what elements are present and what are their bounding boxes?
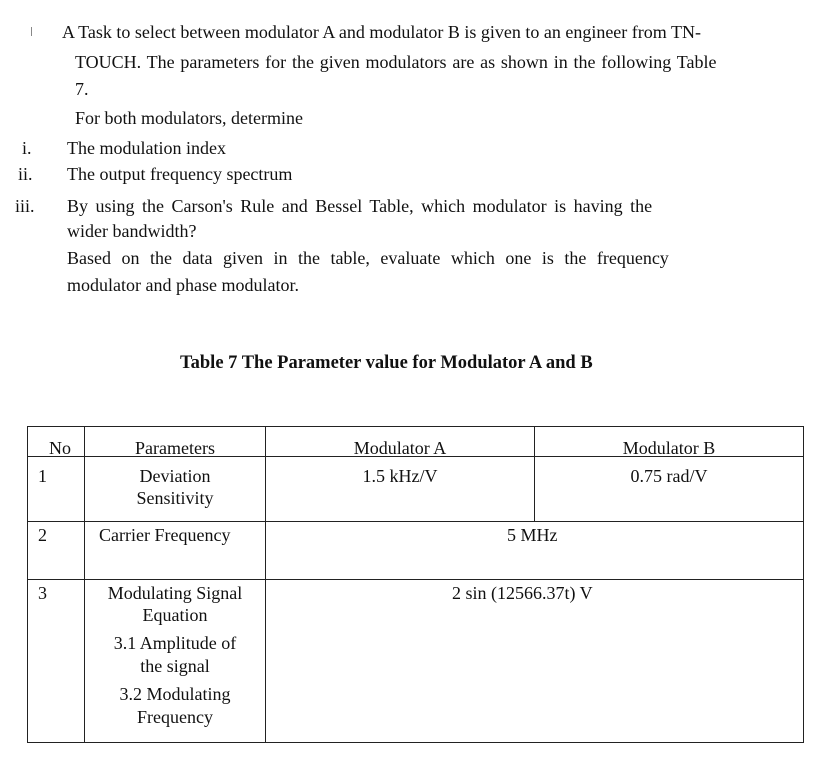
- header-no: No: [49, 438, 71, 458]
- row3-sub2-line1: 3.2 Modulating: [119, 684, 231, 704]
- item-text-iii: By using the Carson's Rule and Bessel Table, which modulator is having the: [67, 196, 653, 216]
- question-line-3: 7.: [75, 79, 89, 99]
- table-caption: Table 7 The Parameter value for Modulator A and B: [180, 353, 593, 373]
- row3-no: 3: [38, 583, 47, 603]
- row3-value: 2 sin (12566.37t) V: [452, 583, 593, 603]
- question-line-2: TOUCH. The parameters for the given modulators are as shown in the following Table: [75, 52, 717, 72]
- item-text-i: The modulation index: [67, 138, 226, 158]
- extra-line-1: Based on the data given in the table, evaluate which one is the frequency: [67, 248, 669, 268]
- row1-param-line1: Deviation: [139, 466, 211, 486]
- row2-no: 2: [38, 525, 47, 545]
- item-text-iii-cont: wider bandwidth?: [67, 221, 197, 241]
- row1-modulator-b: 0.75 rad/V: [630, 466, 708, 486]
- question-lead: For both modulators, determine: [75, 108, 303, 128]
- item-number-ii: ii.: [18, 164, 33, 184]
- row1-param-line2: Sensitivity: [136, 488, 214, 508]
- item-number-iii: iii.: [15, 196, 35, 216]
- parameter-table: [27, 426, 804, 743]
- extra-line-2: modulator and phase modulator.: [67, 275, 299, 295]
- header-modulator-a: Modulator A: [353, 438, 447, 458]
- row3-param-line1: Modulating Signal: [107, 583, 243, 603]
- row3-sub2-line2: Frequency: [137, 707, 213, 727]
- row2-value: 5 MHz: [507, 525, 558, 545]
- header-parameters: Parameters: [135, 438, 215, 458]
- margin-mark: [31, 27, 32, 36]
- item-text-ii: The output frequency spectrum: [67, 164, 293, 184]
- row1-no: 1: [38, 466, 47, 486]
- row-divider-1: [28, 521, 803, 522]
- row-divider-2: [28, 579, 803, 580]
- row3-sub1-line1: 3.1 Amplitude of: [113, 633, 237, 653]
- row3-sub1-line2: the signal: [140, 656, 210, 676]
- row2-param: Carrier Frequency: [99, 525, 231, 545]
- row1-modulator-a: 1.5 kHz/V: [362, 466, 438, 486]
- item-number-i: i.: [22, 138, 32, 158]
- question-line-1: A Task to select between modulator A and modulator B is given to an engineer from TN-: [62, 22, 701, 42]
- row3-param-line2: Equation: [142, 605, 208, 625]
- header-modulator-b: Modulator B: [622, 438, 716, 458]
